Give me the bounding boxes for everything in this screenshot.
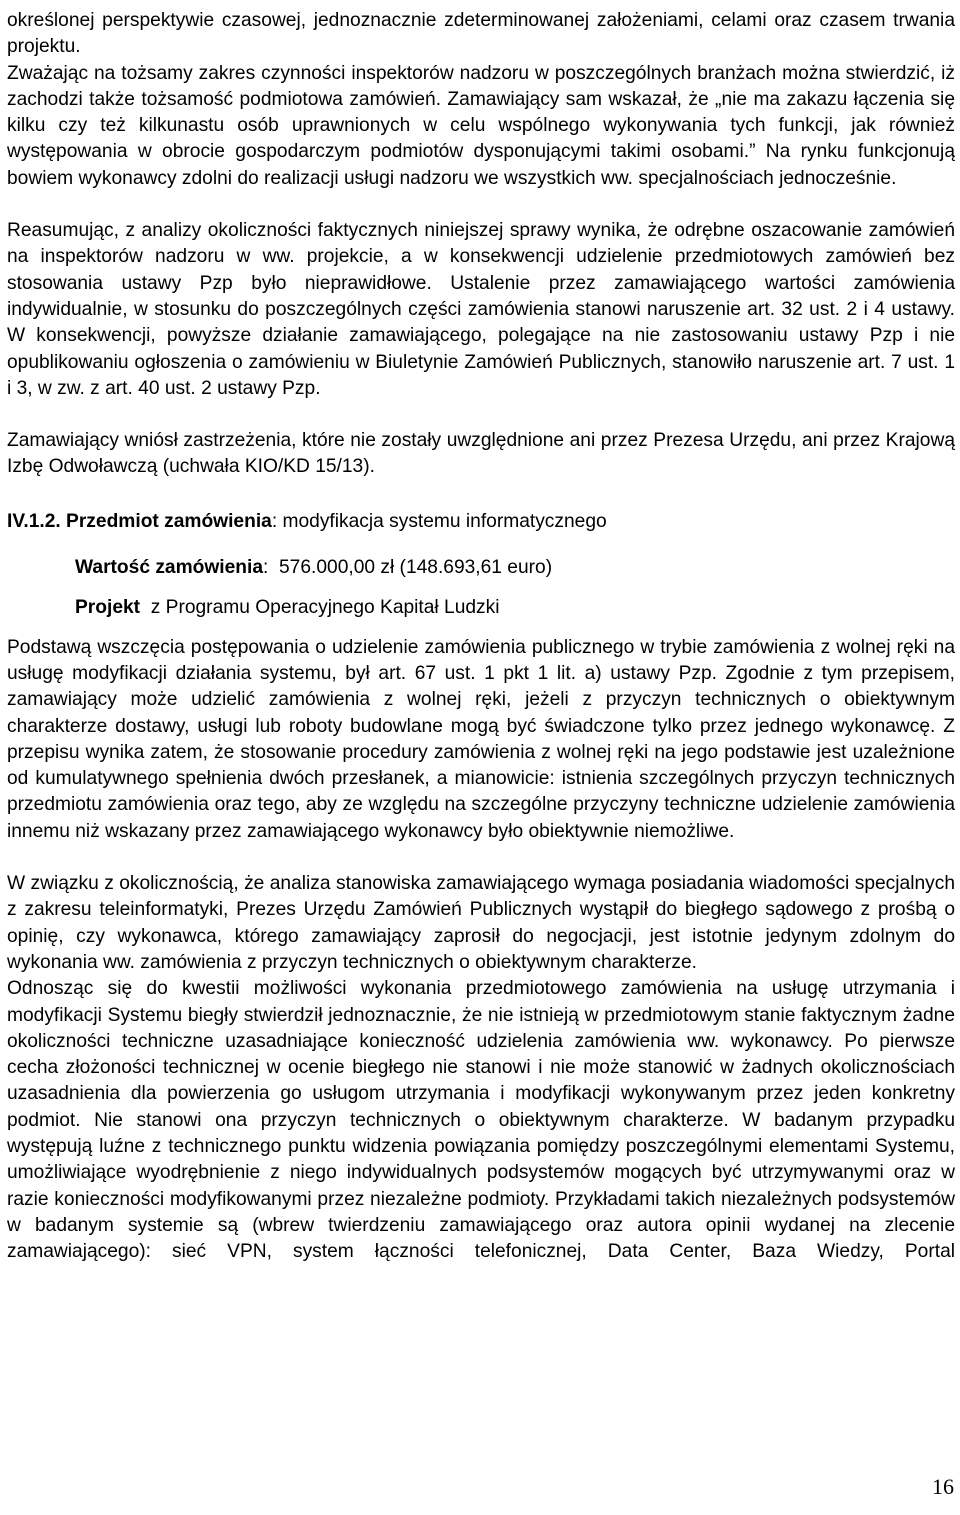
document-page bbox=[7, 8, 955, 1265]
order-value-amount: : 576.000,00 zł (148.693,61 euro) bbox=[263, 557, 553, 579]
project-label: Projekt bbox=[75, 597, 141, 619]
paragraph-legal-basis: Podstawą wszczęcia postępowania o udzielenie zamówienia publicznego w trybie zamówienia z wolnej ręki na usługę modyfikacji działania systemu, był art. 67 ust. 1 pkt 1 lit. a) ustawy Pzp. Zgodnie z tym przepisem, zamawiający może udzielić zamówienia z wolnej ręki, jeżeli z przyczyn technicznych o obiektywnym charakterze dostawy, usługi lub roboty budowlane mogą być świadczone tylko przez jednego wykonawcę. Z przepisu wynika zatem, że stosowanie procedury zamówienia z wolnej ręki na jego podstawie jest uzależnione od kumulatywnego spełnienia dwóch przesłanek, a mianowicie: istnienia szczególnych przyczyn technicznych przedmiotu zamówienia oraz tego, aby ze względu na szczególne przyczyny techniczne udzielenie zamówienia innemu niż wskazany przez zamawiającego wykonawcy było obiektywnie niemożliwe. bbox=[7, 636, 955, 842]
section-heading bbox=[7, 509, 955, 535]
project-line bbox=[7, 595, 955, 621]
page-number: 16 bbox=[932, 1474, 954, 1499]
paragraph-identity-of-orders: Zważając na tożsamy zakres czynności inspektorów nadzoru w poszczególnych branżach można stwierdzić, iż zachodzi także tożsamość podmiotowa zamówień. Zamawiający sam wskazał, że „nie ma zakazu łączenia się kilku czy też kilkunastu osób uprawnionych w celu wspólnego wykonywania tych funkcji, jak również występowania w obrocie gospodarczym podmiotów dysponującymi takimi osobami.” Na rynku funkcjonują bowiem wykonawcy zdolni do realizacji usługi nadzoru we wszystkich ww. specjalnościach jednocześnie. bbox=[7, 62, 955, 189]
subject-value: : modyfikacja systemu informatycznego bbox=[271, 510, 607, 532]
paragraph-intro-continuation: określonej perspektywie czasowej, jednoznacznie zdeterminowanej założeniami, celami oraz czasem trwania projektu. bbox=[7, 10, 955, 58]
section-number: IV.1.2. bbox=[7, 510, 61, 532]
project-value: z Programu Operacyjnego Kapitał Ludzki bbox=[140, 597, 500, 619]
paragraph-summary: Reasumując, z analizy okoliczności faktycznych niniejszej sprawy wynika, że odrębne oszacowanie zamówień na inspektorów nadzoru w ww. projekcie, a w konsekwencji udzielenie przedmiotowych zamówień bez stosowania ustawy Pzp było nieprawidłowe. Ustalenie przez zamawiającego wartości zamówienia indywidualnie, w stosunku do poszczególnych części zamówienia stanowi naruszenie art. 32 ust. 2 i 4 ustawy. W konsekwencji, powyższe działanie zamawiającego, polegające na nie zastosowaniu ustawy Pzp i nie opublikowaniu ogłoszenia o zamówieniu w Biuletynie Zamówień Publicznych, stanowiło naruszenie art. 7 ust. 1 i 3, w zw. z art. 40 ust. 2 ustawy Pzp. bbox=[7, 220, 955, 399]
paragraph-expert-request: W związku z okolicznością, że analiza stanowiska zamawiającego wymaga posiadania wiadomości specjalnych z zakresu teleinformatyki, Prezes Urzędu Zamówień Publicznych wystąpił do biegłego sądowego z prośbą o opinię, czy wykonawca, którego zamawiający zaprosił do negocjacji, jest istotnie jedynym zdolnym do wykonania ww. zamówienia z przyczyn technicznych o obiektywnym charakterze. bbox=[7, 873, 955, 973]
order-value-label: Wartość zamówienia bbox=[75, 557, 264, 579]
subject-label: Przedmiot zamówienia bbox=[66, 510, 272, 532]
paragraph-objections: Zamawiający wniósł zastrzeżenia, które nie zostały uwzględnione ani przez Prezesa Urzędu, ani przez Krajową Izbę Odwoławczą (uchwała KIO/KD 15/13). bbox=[7, 430, 955, 478]
paragraph-expert-opinion: Odnosząc się do kwestii możliwości wykonania przedmiotowego zamówienia na usługę utrzymania i modyfikacji Systemu biegły stwierdził jednoznacznie, że nie istnieją w przedmiotowym stanie faktycznym żadne okoliczności techniczne uzasadniające konieczność udzielenia zamówienia ww. wykonawcy. Po pierwsze cecha złożoności technicznej w ocenie biegłego nie stanowi i nie może stanowić w żadnych okolicznościach uzasadnienia dla powierzenia go usługom utrzymania i modyfikacji wykonywanym przez jeden konkretny podmiot. Nie stanowi ona przyczyn technicznych o obiektywnym charakterze. W badanym przypadku występują luźne z technicznego punktu widzenia powiązania pomiędzy poszczególnymi elementami Systemu, umożliwiające wyodrębnienie z niego indywidualnych podsystemów mogących być utrzymywanymi oraz w razie konieczności modyfikowanymi przez niezależne podmioty. Przykładami takich niezależnych podsystemów w badanym systemie są (wbrew twierdzeniu zamawiającego oraz autora opinii wydanej na zlecenie zamawiającego): sieć VPN, system łączności telefonicznej, Data Center, Baza Wiedzy, Portal bbox=[7, 978, 955, 1263]
order-value-line bbox=[7, 555, 955, 581]
